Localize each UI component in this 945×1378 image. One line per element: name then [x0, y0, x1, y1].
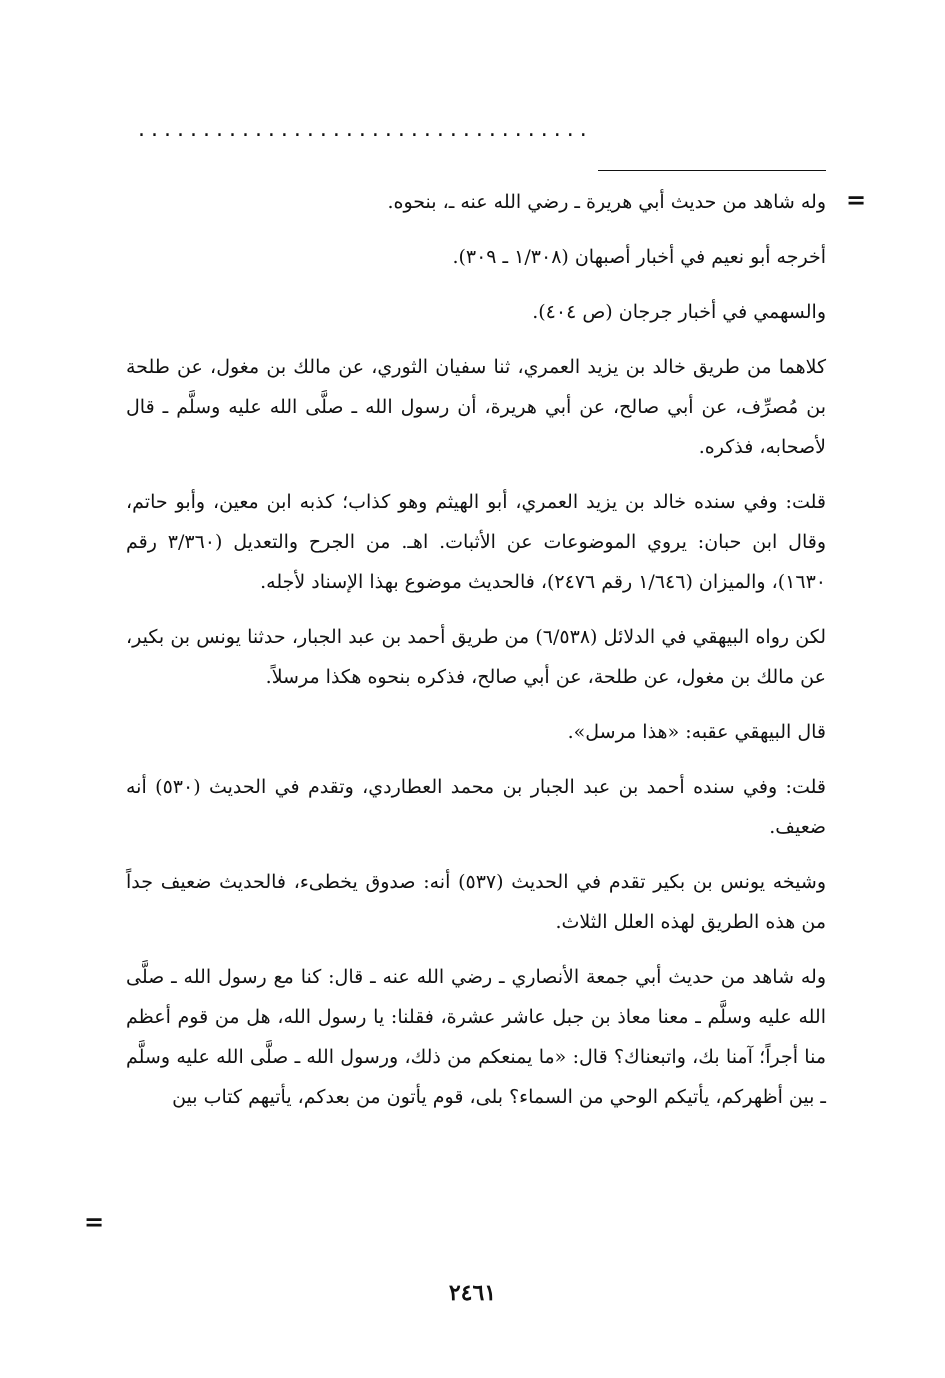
continuation-mark-bottom: = — [84, 1208, 105, 1236]
page-number: ٢٤٦١ — [448, 1280, 497, 1306]
paragraph-3: والسهمي في أخبار جرجان (ص ٤٠٤). — [532, 301, 826, 323]
footnote-text — [126, 182, 826, 1132]
paragraph-5: قلت: وفي سنده خالد بن يزيد العمري، أبو الهيثم وهو كذاب؛ كذبه ابن معين، وأبو حاتم، وقال ابن حبان: يروي الموضوعات عن الأثبات. اهـ. من الجرح والتعديل (٣/٣٦٠ رقم ١٦٣٠)، والميزان (١/٦٤٦ رقم ٢٤٧٦)، فالحديث موضوع بهذا الإسناد لأجله. — [126, 491, 826, 593]
continuation-mark-top: = — [846, 186, 867, 214]
paragraph-1: وله شاهد من حديث أبي هريرة ـ رضي الله عنه ـ، بنحوه. — [387, 191, 826, 213]
paragraph-8: قلت: وفي سنده أحمد بن عبد الجبار بن محمد العطاردي، وتقدم في الحديث (٥٣٠) أنه ضعيف. — [126, 776, 826, 838]
paragraph-2: أخرجه أبو نعيم في أخبار أصبهان (١/٣٠٨ ـ ٣٠٩). — [452, 246, 826, 268]
paragraph-9: وشيخه يونس بن بكير تقدم في الحديث (٥٣٧) أنه: صدوق يخطىء، فالحديث ضعيف جداً من هذه الطريق لهذه العلل الثلاث. — [126, 871, 826, 933]
top-dotted-separator: ................................... — [138, 118, 593, 142]
paragraph-6: لكن رواه البيهقي في الدلائل (٦/٥٣٨) من طريق أحمد بن عبد الجبار، حدثنا يونس بن بكير، عن مالك بن مغول، عن طلحة، عن أبي صالح، فذكره بنحوه هكذا مرسلاً. — [126, 626, 827, 688]
paragraph-4: كلاهما من طريق خالد بن يزيد العمري، ثنا سفيان الثوري، عن مالك بن مغول، عن طلحة بن مُصرِّف، عن أبي صالح، عن أبي هريرة، أن رسول الله ـ صلَّى الله عليه وسلَّم ـ قال لأصحابه، فذكره. — [126, 356, 826, 458]
paragraph-7: قال البيهقي عقبه: «هذا مرسل». — [567, 721, 826, 743]
footnote-rule — [598, 170, 826, 171]
paragraph-10: وله شاهد من حديث أبي جمعة الأنصاري ـ رضي الله عنه ـ قال: كنا مع رسول الله ـ صلَّى الله عليه وسلَّم ـ معنا معاذ بن جبل عاشر عشرة، فقلنا: يا رسول الله، هل من قوم أعظم منا أجراً؛ آمنا بك، واتبعناك؟ قال: «ما يمنعكم من ذلك، ورسول الله ـ صلَّى الله عليه وسلَّم ـ بين أظهركم، يأتيكم الوحي من السماء؟ بلى، قوم يأتون من بعدكم، يأتيهم كتاب بين — [126, 966, 826, 1108]
